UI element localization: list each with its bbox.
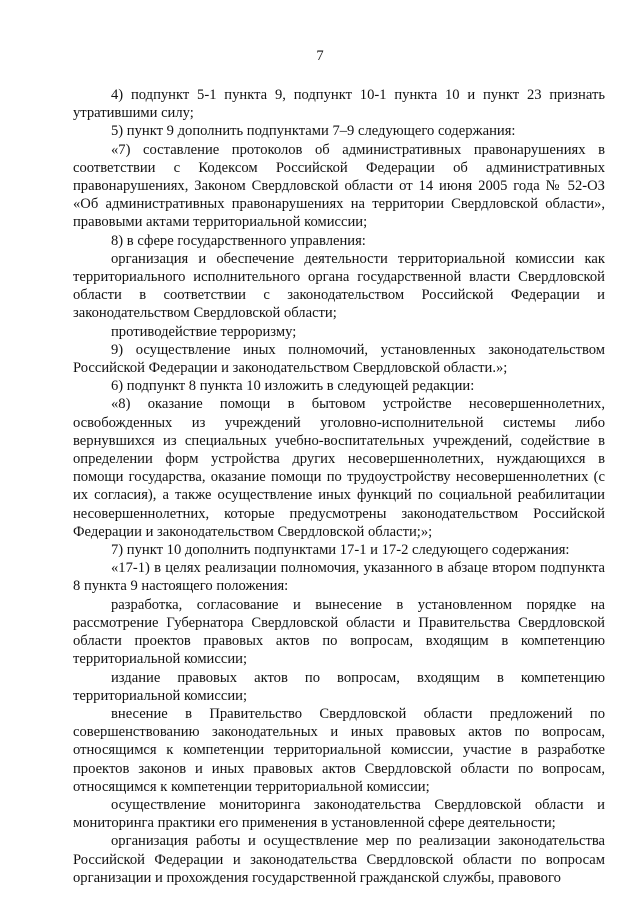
paragraph: 8) в сфере государственного управления: bbox=[111, 232, 366, 249]
paragraph: «7) составление протоколов об административных правонарушениях в соответствии с Кодексом Российской Федерации об административных правонарушениях, Законом Свердловской области от 14 июня 2005 года № 52-ОЗ «Об административных правонарушениях на территории Свердловской области», правовыми актами территориальной комиссии; bbox=[73, 141, 605, 231]
paragraph: разработка, согласование и вынесение в установленном порядке на рассмотрение Губернатора Свердловской области и Правительства Свердловской области проектов правовых актов по вопросам, входящим в компетенцию территориальной комиссии; bbox=[73, 596, 605, 668]
paragraph: организация и обеспечение деятельности территориальной комиссии как территориального исполнительного органа государственной власти Свердловской области в соответствии с законодательством Российской Федерации и законодательством Свердловской области; bbox=[73, 250, 605, 322]
page-number: 7 bbox=[316, 48, 324, 64]
paragraph: издание правовых актов по вопросам, входящим в компетенцию территориальной комиссии; bbox=[73, 669, 605, 704]
paragraph: «17-1) в целях реализации полномочия, указанного в абзаце втором подпункта 8 пункта 9 настоящего положения: bbox=[73, 560, 605, 595]
paragraph: 6) подпункт 8 пункта 10 изложить в следующей редакции: bbox=[111, 378, 475, 395]
paragraph: внесение в Правительство Свердловской области предложений по совершенствованию законодательных и иных правовых актов по вопросам, относящимся к компетенции территориальной комиссии, участие в разработке проектов законов и иных правовых актов Свердловской области по вопросам, относящимся к компетенции территориальной комиссии; bbox=[73, 705, 605, 795]
paragraph: 7) пункт 10 дополнить подпунктами 17-1 и 17-2 следующего содержания: bbox=[111, 542, 570, 559]
paragraph: противодействие терроризму; bbox=[111, 323, 297, 340]
document-body bbox=[73, 86, 605, 887]
paragraph: «8) оказание помощи в бытовом устройстве несовершеннолетних, освобожденных из учреждений уголовно-исполнительной системы либо вернувшихся из специальных учебно-воспитательных учреждений, содействие в определении форм устройства других несовершеннолетних, нуждающихся в помощи государства, оказание помощи по трудоустройству несовершеннолетних (с их согласия), а также осуществление иных функций по социальной реабилитации несовершеннолетних, которые предусмотрены законодательством Российской Федерации и законодательством Свердловской области;»; bbox=[73, 396, 605, 540]
paragraph: осуществление мониторинга законодательства Свердловской области и мониторинга практики его применения в установленной сфере деятельности; bbox=[73, 796, 605, 832]
paragraph: организация работы и осуществление мер по реализации законодательства Российской Федерации и законодательства Свердловской области по вопросам организации и прохождения государственной гражданской службы, правового bbox=[73, 833, 605, 886]
paragraph: 5) пункт 9 дополнить подпунктами 7–9 следующего содержания: bbox=[111, 123, 516, 140]
paragraph: 9) осуществление иных полномочий, установленных законодательством Российской Федерации и законодательством Свердловской области.»; bbox=[73, 341, 605, 377]
paragraph: 4) подпункт 5-1 пункта 9, подпункт 10-1 пункта 10 и пункт 23 признать утратившими силу; bbox=[73, 87, 605, 122]
